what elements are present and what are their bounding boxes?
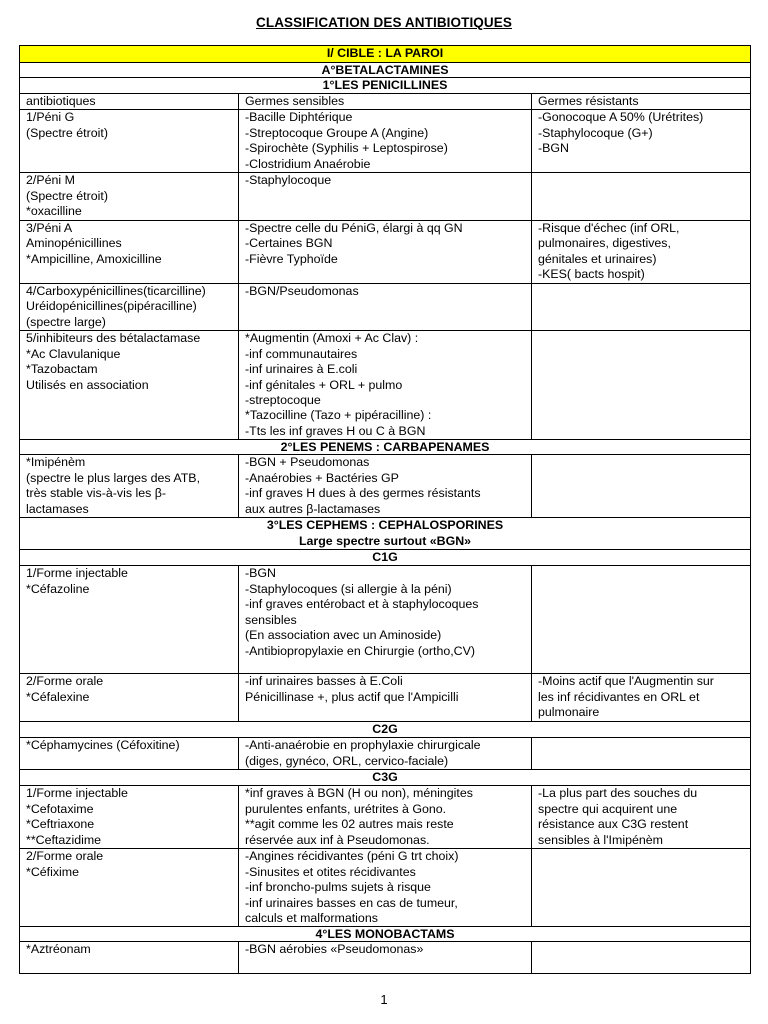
sensitive-germs-cell: *inf graves à BGN (H ou non), méningites purulentes enfants, urétrites à Gono. **agit comme les 02 autres mais reste réservée aux inf à Pseudomonas. — [239, 786, 532, 849]
table-row — [20, 220, 751, 283]
antibiotic-cell: 3/Péni A Aminopénicillines *Ampicilline, Amoxicilline — [20, 220, 239, 283]
table-row — [20, 94, 751, 110]
antibiotic-cell: 1/Forme injectable *Céfazoline — [20, 566, 239, 674]
resistant-germs-cell — [532, 331, 751, 440]
section-header: I/ CIBLE : LA PAROI — [20, 46, 751, 63]
section-header-row — [20, 518, 751, 550]
antibiotic-cell: 1/Péni G (Spectre étroit) — [20, 110, 239, 173]
resistant-germs-cell: -La plus part des souches du spectre qui acquirent une résistance aux C3G restent sensibles à l'Imipénèm — [532, 786, 751, 849]
antibiotic-cell: *Aztréonam — [20, 942, 239, 974]
resistant-germs-cell — [532, 455, 751, 518]
section-header-row — [20, 770, 751, 786]
sensitive-germs-cell: -Spectre celle du PéniG, élargi à qq GN -Certaines BGN -Fièvre Typhoïde — [239, 220, 532, 283]
antibiotic-cell: *Imipénèm (spectre le plus larges des ATB, très stable vis-à-vis les β- lactamases — [20, 455, 239, 518]
resistant-germs-cell: Germes résistants — [532, 94, 751, 110]
resistant-germs-cell — [532, 849, 751, 927]
antibiotic-cell: *Céphamycines (Céfoxitine) — [20, 738, 239, 770]
resistant-germs-cell: -Risque d'échec (inf ORL, pulmonaires, digestives, génitales et urinaires) -KES( bacts hospit) — [532, 220, 751, 283]
section-header-row — [20, 722, 751, 738]
table-row — [20, 455, 751, 518]
sensitive-germs-cell: -inf urinaires basses à E.Coli Pénicillinase +, plus actif que l'Ampicilli — [239, 674, 532, 722]
antibiotic-cell: antibiotiques — [20, 94, 239, 110]
section-header-row — [20, 550, 751, 566]
table-row — [20, 786, 751, 849]
sensitive-germs-cell: -Bacille Diphtérique -Streptocoque Groupe A (Angine) -Spirochète (Syphilis + Leptospirose) -Clostridium Anaérobie — [239, 110, 532, 173]
section-header: C3G — [20, 770, 751, 786]
sensitive-germs-cell: -BGN -Staphylocoques (si allergie à la péni) -inf graves entérobact et à staphylocoques sensibles (En association avec un Aminoside) -Antibiopropylaxie en Chirurgie (ortho,CV) — [239, 566, 532, 674]
sensitive-germs-cell: -Angines récidivantes (péni G trt choix) -Sinusites et otites récidivantes -inf broncho-pulms sujets à risque -inf urinaires basses en cas de tumeur, calculs et malformations — [239, 849, 532, 927]
page-number: 1 — [380, 992, 388, 1007]
table-row — [20, 849, 751, 927]
sensitive-germs-cell: -Staphylocoque — [239, 173, 532, 220]
section-header: C1G — [20, 550, 751, 566]
antibiotic-cell: 2/Forme orale *Céfixime — [20, 849, 239, 927]
antibiotic-cell: 2/Forme orale *Céfalexine — [20, 674, 239, 722]
document-title: CLASSIFICATION DES ANTIBIOTIQUES — [256, 15, 512, 30]
sensitive-germs-cell: *Augmentin (Amoxi + Ac Clav) : -inf communautaires -inf urinaires à E.coli -inf génitales + ORL + pulmo -streptocoque *Tazocilline (Tazo + pipéracilline) : -Tts les inf graves H ou C à BGN — [239, 331, 532, 440]
section-header-row — [20, 78, 751, 94]
table-row — [20, 566, 751, 674]
sensitive-germs-cell: Germes sensibles — [239, 94, 532, 110]
sensitive-germs-cell: -BGN aérobies «Pseudomonas» — [239, 942, 532, 974]
antibiotic-cell: 2/Péni M (Spectre étroit) *oxacilline — [20, 173, 239, 220]
antibiotic-cell: 1/Forme injectable *Cefotaxime *Ceftriaxone **Ceftazidime — [20, 786, 239, 849]
resistant-germs-cell: -Moins actif que l'Augmentin sur les inf récidivantes en ORL et pulmonaire — [532, 674, 751, 722]
section-header-row — [20, 927, 751, 942]
sensitive-germs-cell: -Anti-anaérobie en prophylaxie chirurgicale (diges, gynéco, ORL, cervico-faciale) — [239, 738, 532, 770]
resistant-germs-cell — [532, 173, 751, 220]
section-header-line: Large spectre surtout «BGN» — [298, 533, 472, 548]
resistant-germs-cell: -Gonocoque A 50% (Urétrites) -Staphylocoque (G+) -BGN — [532, 110, 751, 173]
table-row — [20, 283, 751, 330]
table-row — [20, 331, 751, 440]
antibiotic-cell: 4/Carboxypénicillines(ticarcilline) Uréidopénicillines(pipéracilline) (spectre large) — [20, 283, 239, 330]
resistant-germs-cell — [532, 738, 751, 770]
table-row — [20, 173, 751, 220]
section-header-line: 3°LES CEPHEMS : CEPHALOSPORINES — [266, 518, 504, 533]
resistant-germs-cell — [532, 283, 751, 330]
table-row — [20, 738, 751, 770]
section-header: A°BETALACTAMINES — [20, 63, 751, 78]
section-header-row — [20, 63, 751, 78]
antibiotic-cell: 5/inhibiteurs des bétalactamase *Ac Clavulanique *Tazobactam Utilisés en association — [20, 331, 239, 440]
section-header: 2°LES PENEMS : CARBAPENAMES — [20, 440, 751, 455]
section-header-row — [20, 440, 751, 455]
section-header-row — [20, 46, 751, 63]
resistant-germs-cell — [532, 566, 751, 674]
resistant-germs-cell — [532, 942, 751, 974]
table-row — [20, 674, 751, 722]
section-header — [20, 518, 751, 550]
table-row — [20, 942, 751, 974]
section-header: C2G — [20, 722, 751, 738]
antibiotics-classification-table — [19, 45, 751, 974]
section-header: 4°LES MONOBACTAMS — [20, 927, 751, 942]
section-header: 1°LES PENICILLINES — [20, 78, 751, 94]
sensitive-germs-cell: -BGN/Pseudomonas — [239, 283, 532, 330]
sensitive-germs-cell: -BGN + Pseudomonas -Anaérobies + Bactéries GP -inf graves H dues à des germes résistants aux autres β-lactamases — [239, 455, 532, 518]
table-row — [20, 110, 751, 173]
